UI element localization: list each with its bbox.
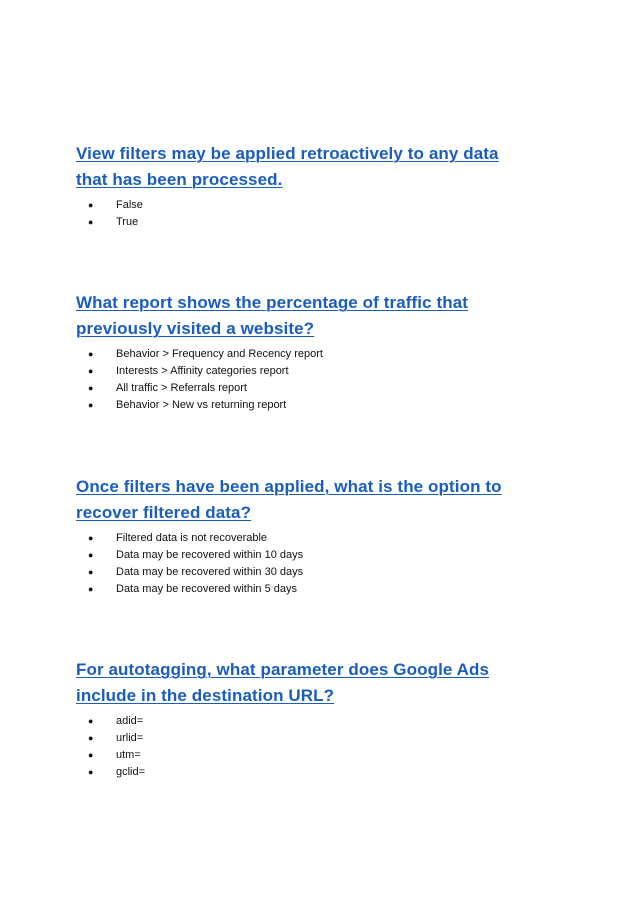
- answer-option-label: utm=: [116, 749, 141, 761]
- answer-option-label: Data may be recovered within 5 days: [116, 583, 297, 595]
- bullet-icon: ●: [88, 584, 94, 594]
- answer-option-label: All traffic > Referrals report: [116, 382, 247, 394]
- answer-option: [76, 730, 546, 747]
- answer-option: [76, 547, 546, 564]
- answer-option: [76, 564, 546, 581]
- question-block: [76, 657, 546, 781]
- answer-option: [76, 197, 546, 214]
- bullet-icon: ●: [88, 750, 94, 760]
- answer-option: [76, 581, 546, 598]
- question-title-line: recover filtered data?: [76, 503, 252, 522]
- question-title-line: For autotagging, what parameter does Google Ads: [76, 660, 490, 679]
- question-block: [76, 290, 546, 414]
- answer-option: [76, 346, 546, 363]
- question-title-line: previously visited a website?: [76, 319, 315, 338]
- answer-option: [76, 747, 546, 764]
- bullet-icon: ●: [88, 383, 94, 393]
- bullet-icon: ●: [88, 366, 94, 376]
- bullet-icon: ●: [88, 733, 94, 743]
- answer-option-label: Behavior > New vs returning report: [116, 399, 287, 411]
- question-title-line: What report shows the percentage of traffic that: [76, 293, 469, 312]
- bullet-icon: ●: [88, 349, 94, 359]
- question-title-line: that has been processed.: [76, 170, 283, 189]
- answer-list: [76, 530, 546, 598]
- answer-option: [76, 380, 546, 397]
- bullet-icon: ●: [88, 767, 94, 777]
- question-title-line: View filters may be applied retroactively to any data: [76, 144, 499, 163]
- question-title-line: include in the destination URL?: [76, 686, 335, 705]
- answer-option-label: Data may be recovered within 10 days: [116, 549, 304, 561]
- answer-option-label: Behavior > Frequency and Recency report: [116, 348, 323, 360]
- answer-option-label: urlid=: [116, 732, 144, 744]
- question-title: [76, 290, 546, 342]
- bullet-icon: ●: [88, 533, 94, 543]
- answer-list: [76, 197, 546, 231]
- bullet-icon: ●: [88, 550, 94, 560]
- answer-option-label: Filtered data is not recoverable: [116, 532, 268, 544]
- question-title: [76, 141, 546, 193]
- bullet-icon: ●: [88, 567, 94, 577]
- bullet-icon: ●: [88, 200, 94, 210]
- bullet-icon: ●: [88, 400, 94, 410]
- question-title-line: Once filters have been applied, what is the option to: [76, 477, 502, 496]
- answer-option: [76, 530, 546, 547]
- answer-option: [76, 397, 546, 414]
- question-title: [76, 474, 546, 526]
- answer-option-label: True: [116, 216, 139, 228]
- answer-option: [76, 363, 546, 380]
- answer-option-label: False: [116, 199, 143, 211]
- answer-option-label: Data may be recovered within 30 days: [116, 566, 304, 578]
- question-block: [76, 474, 546, 598]
- answer-option: [76, 713, 546, 730]
- answer-list: [76, 713, 546, 781]
- answer-option-label: Interests > Affinity categories report: [116, 365, 289, 377]
- question-title: [76, 657, 546, 709]
- answer-option: [76, 764, 546, 781]
- bullet-icon: ●: [88, 716, 94, 726]
- answer-option: [76, 214, 546, 231]
- answer-list: [76, 346, 546, 414]
- question-block: [76, 141, 546, 231]
- answer-option-label: gclid=: [116, 766, 146, 778]
- bullet-icon: ●: [88, 217, 94, 227]
- answer-option-label: adid=: [116, 715, 144, 727]
